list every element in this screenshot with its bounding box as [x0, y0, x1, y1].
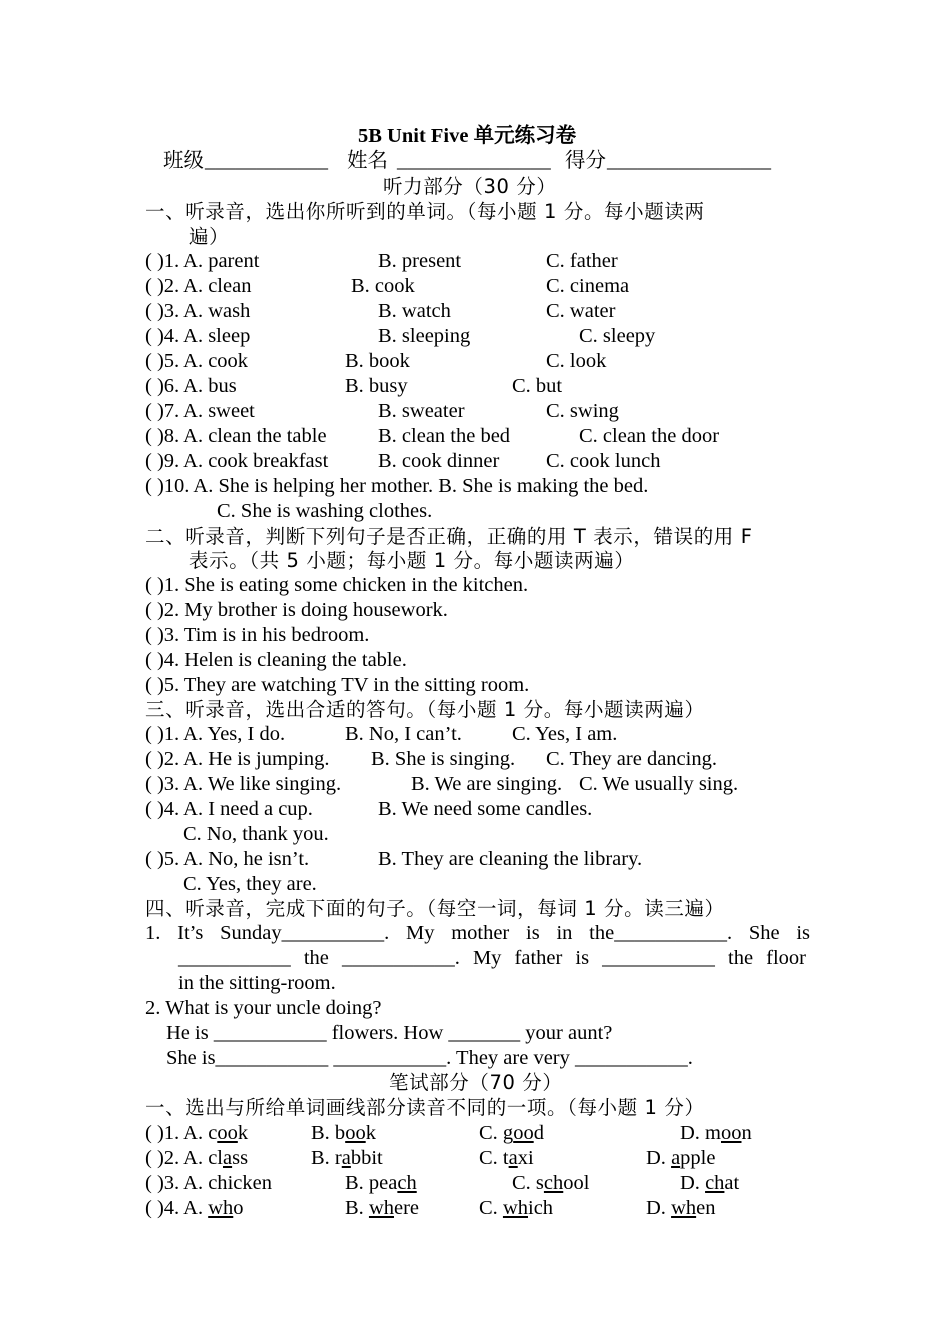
- s1-q8-option-a: ( )8. A. clean the table: [145, 425, 327, 447]
- s1-q7-option-a: ( )7. A. sweet: [145, 400, 255, 422]
- s4-passage1-line3: [145, 971, 810, 996]
- s3-q2-option-a: ( )2. A. He is jumping.: [145, 748, 330, 770]
- s3-question-4-cont: [145, 822, 810, 847]
- section3-instruction: [145, 697, 810, 722]
- s4-passage1-line3-text: in the sitting-room.: [178, 972, 336, 994]
- s5-q1-option-d: D. moon: [680, 1122, 752, 1144]
- s1-question-10: [145, 474, 810, 499]
- section5-instruction-text: 一、选出与所给单词画线部分读音不同的一项。（每小题 1 分）: [145, 1096, 705, 1119]
- s5-q4-option-d: D. when: [646, 1197, 716, 1219]
- section4-instruction-text: 四、听录音，完成下面的句子。（每空一词，每词 1 分。读三遍）: [145, 897, 725, 920]
- s1-q9-option-a: ( )9. A. cook breakfast: [145, 450, 329, 472]
- s5-q2-option-a: ( )2. A. class: [145, 1147, 249, 1169]
- s1-question-2: [145, 274, 810, 299]
- s2-statement-3: [145, 623, 810, 648]
- s1-q8-option-b: B. clean the bed: [378, 425, 511, 447]
- s3-question-5-cont: [145, 872, 810, 897]
- section2-instruction: [145, 524, 810, 549]
- s5-q1-option-a: ( )1. A. cook: [145, 1122, 249, 1144]
- s3-q4-option-c: C. No, thank you.: [183, 823, 329, 845]
- s5-q4-option-c: C. which: [479, 1197, 554, 1219]
- s1-q6-option-a: ( )6. A. bus: [145, 375, 237, 397]
- s2-statement-text: ( )3. Tim is in his bedroom.: [145, 624, 370, 646]
- s1-question-7: [145, 399, 810, 424]
- class-label: 班级: [163, 150, 204, 172]
- s5-q3-option-d: D. chat: [680, 1172, 740, 1194]
- s2-statement-2: [145, 598, 810, 623]
- s3-question-2: [145, 747, 810, 772]
- s5-question-2: [145, 1146, 810, 1171]
- score-label: 得分: [565, 150, 606, 172]
- s4-passage2-line1: [145, 996, 810, 1021]
- s1-q4-option-c: C. sleepy: [579, 325, 656, 347]
- s3-q4-option-b: B. We need some candles.: [378, 798, 593, 820]
- s3-q3-option-a: ( )3. A. We like singing.: [145, 773, 342, 795]
- s1-q2-option-a: ( )2. A. clean: [145, 275, 252, 297]
- s1-q3-option-a: ( )3. A. wash: [145, 300, 251, 322]
- section5-instruction: [145, 1095, 810, 1120]
- s1-q7-option-c: C. swing: [546, 400, 619, 422]
- s3-question-5: [145, 847, 810, 872]
- s1-q9-option-c: C. cook lunch: [546, 450, 661, 472]
- s1-q7-option-b: B. sweater: [378, 400, 465, 422]
- s1-question-5: [145, 349, 810, 374]
- s2-statement-text: ( )4. Helen is cleaning the table.: [145, 649, 407, 671]
- s3-q1-option-c: C. Yes, I am.: [512, 723, 618, 745]
- s5-q2-option-d: D. apple: [646, 1147, 716, 1169]
- s3-q3-option-c: C. We usually sing.: [579, 773, 739, 795]
- s5-question-4: [145, 1196, 810, 1221]
- listening-part-title: [145, 174, 810, 199]
- s1-q10-option-c: C. She is washing clothes.: [217, 500, 433, 522]
- section1-instruction: [145, 199, 810, 224]
- s4-passage2-line3: [145, 1046, 810, 1071]
- s1-q5-option-b: B. book: [345, 350, 410, 372]
- s3-q2-option-c: C. They are dancing.: [546, 748, 717, 770]
- s3-question-3: [145, 772, 810, 797]
- s3-q5-option-a: ( )5. A. No, he isn’t.: [145, 848, 310, 870]
- s1-question-3: [145, 299, 810, 324]
- section1-instruction-cont: [145, 224, 810, 249]
- written-title-text: 笔试部分（70 分）: [389, 1071, 563, 1094]
- s1-q4-option-b: B. sleeping: [378, 325, 471, 347]
- section3-instruction-text: 三、听录音，选出合适的答句。（每小题 1 分。每小题读两遍）: [145, 698, 705, 721]
- s2-statement-text: ( )2. My brother is doing housework.: [145, 599, 448, 621]
- s1-q10-options-ab: ( )10. A. She is helping her mother. B. She is making the bed.: [145, 475, 649, 497]
- s5-q3-option-a: ( )3. A. chicken: [145, 1172, 272, 1194]
- listening-title-text: 听力部分（30 分）: [383, 175, 557, 198]
- section2-instruction-line2: 表示。（共 5 小题；每小题 1 分。每小题读两遍）: [189, 549, 635, 572]
- s1-q4-option-a: ( )4. A. sleep: [145, 325, 251, 347]
- s3-q4-option-a: ( )4. A. I need a cup.: [145, 798, 313, 820]
- s2-statement-4: [145, 648, 810, 673]
- name-blank[interactable]: _______________: [397, 150, 551, 172]
- s1-q9-option-b: B. cook dinner: [378, 450, 500, 472]
- s1-question-1: [145, 249, 810, 274]
- s2-statement-text: ( )1. She is eating some chicken in the kitchen.: [145, 574, 529, 596]
- s5-q1-option-c: C. good: [479, 1122, 544, 1144]
- s1-q2-option-c: C. cinema: [546, 275, 630, 297]
- s3-question-4: [145, 797, 810, 822]
- s1-question-6: [145, 374, 810, 399]
- s1-q6-option-c: C. but: [512, 375, 563, 397]
- section2-instruction-cont: [145, 548, 810, 573]
- s1-q6-option-b: B. busy: [345, 375, 408, 397]
- title-text: 5B Unit Five 单元练习卷: [358, 125, 577, 147]
- s4-passage2-line3-text: She is___________ ___________. They are very ___________.: [166, 1047, 693, 1069]
- s3-q1-option-a: ( )1. A. Yes, I do.: [145, 723, 286, 745]
- s5-q1-option-b: B. book: [311, 1122, 376, 1144]
- s5-q2-option-c: C. taxi: [479, 1147, 534, 1169]
- s2-statement-5: [145, 673, 810, 698]
- s5-q3-option-b: B. peach: [345, 1172, 417, 1194]
- s1-question-9: [145, 449, 810, 474]
- worksheet-title: [145, 124, 810, 149]
- class-blank[interactable]: ____________: [205, 150, 328, 172]
- s4-passage2-line2-text: He is ___________ flowers. How _______ your aunt?: [166, 1022, 613, 1044]
- s5-question-3: [145, 1171, 810, 1196]
- s1-q3-option-b: B. watch: [378, 300, 451, 322]
- s1-q8-option-c: C. clean the door: [579, 425, 720, 447]
- score-blank[interactable]: ________________: [607, 150, 771, 172]
- s5-q4-option-b: B. where: [345, 1197, 420, 1219]
- s5-q4-option-a: ( )4. A. who: [145, 1197, 244, 1219]
- s5-q3-option-c: C. school: [512, 1172, 590, 1194]
- section1-instruction-line1: 一、听录音，选出你所听到的单词。（每小题 1 分。每小题读两: [145, 200, 705, 223]
- s2-statement-1: [145, 573, 810, 598]
- student-info-row: [145, 149, 810, 174]
- s5-q2-option-b: B. rabbit: [311, 1147, 383, 1169]
- s1-question-4: [145, 324, 810, 349]
- s3-q1-option-b: B. No, I can’t.: [345, 723, 462, 745]
- s1-question-8: [145, 424, 810, 449]
- s3-q5-option-b: B. They are cleaning the library.: [378, 848, 643, 870]
- s2-statement-text: ( )5. They are watching TV in the sitting room.: [145, 674, 530, 696]
- s4-passage2-line2: [145, 1021, 810, 1046]
- s4-passage1-line2: ___________ the ___________. My father is ___________ the floor: [178, 947, 806, 969]
- s1-q5-option-c: C. look: [546, 350, 607, 372]
- s3-q3-option-b: B. We are singing.: [411, 773, 563, 795]
- section4-instruction: [145, 896, 810, 921]
- s1-q1-option-a: ( )1. A. parent: [145, 250, 260, 272]
- s1-question-10-cont: [145, 499, 810, 524]
- s1-q5-option-a: ( )5. A. cook: [145, 350, 249, 372]
- s4-passage2-question: 2. What is your uncle doing?: [145, 997, 382, 1019]
- s1-q2-option-b: B. cook: [351, 275, 415, 297]
- s5-question-1: [145, 1121, 810, 1146]
- s4-passage1-line1: 1. It’s Sunday__________. My mother is in the___________. She is: [145, 922, 810, 944]
- s3-q2-option-b: B. She is singing.: [371, 748, 516, 770]
- s1-q3-option-c: C. water: [546, 300, 616, 322]
- s1-q1-option-b: B. present: [378, 250, 462, 272]
- written-part-title: [145, 1070, 810, 1095]
- s3-q5-option-c: C. Yes, they are.: [183, 873, 317, 895]
- name-label: 姓名: [347, 150, 388, 172]
- section1-instruction-line2: 遍）: [189, 225, 230, 248]
- section2-instruction-line1: 二、听录音，判断下列句子是否正确，正确的用 T 表示，错误的用 F: [145, 525, 753, 548]
- s1-q1-option-c: C. father: [546, 250, 618, 272]
- s3-question-1: [145, 722, 810, 747]
